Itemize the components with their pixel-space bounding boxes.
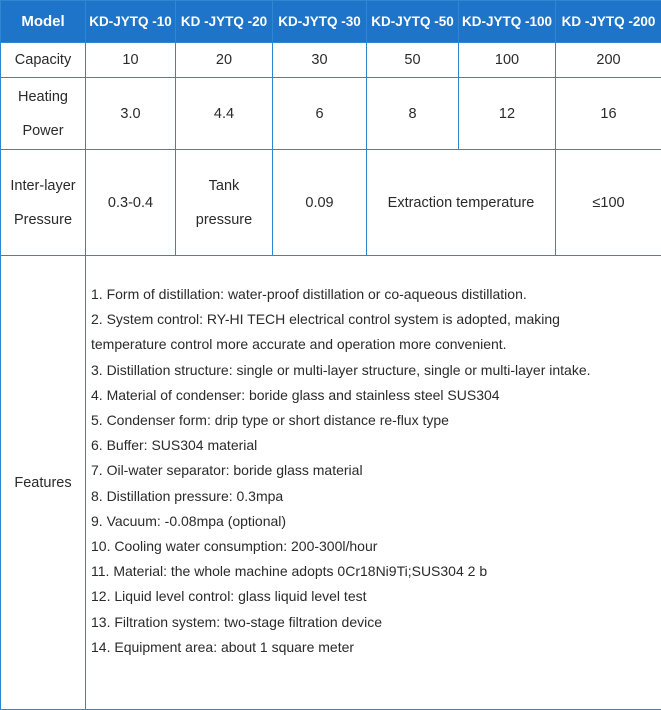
features-row (1, 256, 661, 710)
feature-item: 13. Filtration system: two-stage filtration device (91, 610, 661, 635)
feature-item: 10. Cooling water consumption: 200-300l/hour (91, 534, 661, 559)
heating-power-value: 6 (273, 78, 367, 150)
heating-label-line1: Heating (1, 80, 85, 114)
pressure-label (1, 150, 86, 256)
heating-power-value: 3.0 (86, 78, 176, 150)
pressure-label-line2: Pressure (1, 203, 85, 237)
feature-item: 3. Distillation structure: single or multi-layer structure, single or multi-layer intake. (91, 358, 661, 383)
feature-item: 1. Form of distillation: water-proof distillation or co-aqueous distillation. (91, 282, 661, 307)
feature-item: 5. Condenser form: drip type or short distance re-flux type (91, 408, 661, 433)
heating-power-value: 12 (459, 78, 556, 150)
heating-label-line2: Power (1, 114, 85, 148)
capacity-value: 30 (273, 43, 367, 78)
feature-item: 12. Liquid level control: glass liquid level test (91, 584, 661, 609)
feature-item: 8. Distillation pressure: 0.3mpa (91, 484, 661, 509)
heating-power-label (1, 78, 86, 150)
features-label: Features (1, 256, 86, 710)
tank-pressure-value: 0.09 (273, 150, 367, 256)
feature-item: 4. Material of condenser: boride glass and stainless steel SUS304 (91, 383, 661, 408)
extraction-temperature-value: ≤100 (556, 150, 661, 256)
capacity-value: 10 (86, 43, 176, 78)
heating-power-row (1, 78, 661, 150)
header-model-30: KD-JYTQ -30 (273, 1, 367, 43)
feature-item: 6. Buffer: SUS304 material (91, 433, 661, 458)
header-model-20: KD -JYTQ -20 (176, 1, 273, 43)
pressure-label-line1: Inter-layer (1, 169, 85, 203)
header-model-100: KD-JYTQ -100 (459, 1, 556, 43)
feature-item: 2. System control: RY-HI TECH electrical control system is adopted, making (91, 307, 661, 332)
features-list (86, 256, 661, 710)
heating-power-value: 4.4 (176, 78, 273, 150)
feature-item: temperature control more accurate and operation more convenient. (91, 332, 661, 357)
interlayer-pressure-value: 0.3-0.4 (86, 150, 176, 256)
capacity-value: 100 (459, 43, 556, 78)
tank-label-line2: pressure (176, 203, 272, 237)
capacity-value: 20 (176, 43, 273, 78)
header-row (1, 1, 661, 43)
capacity-row (1, 43, 661, 78)
extraction-temperature-label: Extraction temperature (367, 150, 556, 256)
feature-item: 14. Equipment area: about 1 square meter (91, 635, 661, 660)
heating-power-value: 8 (367, 78, 459, 150)
header-model-10: KD-JYTQ -10 (86, 1, 176, 43)
pressure-row (1, 150, 661, 256)
feature-item: 9. Vacuum: -0.08mpa (optional) (91, 509, 661, 534)
tank-label-line1: Tank (176, 169, 272, 203)
feature-item: 7. Oil-water separator: boride glass material (91, 458, 661, 483)
tank-pressure-label (176, 150, 273, 256)
capacity-label: Capacity (1, 43, 86, 78)
capacity-value: 200 (556, 43, 661, 78)
header-model-200: KD -JYTQ -200 (556, 1, 661, 43)
feature-item: 11. Material: the whole machine adopts 0Cr18Ni9Ti;SUS304 2 b (91, 559, 661, 584)
header-model: Model (1, 1, 86, 43)
heating-power-value: 16 (556, 78, 661, 150)
header-model-50: KD-JYTQ -50 (367, 1, 459, 43)
capacity-value: 50 (367, 43, 459, 78)
